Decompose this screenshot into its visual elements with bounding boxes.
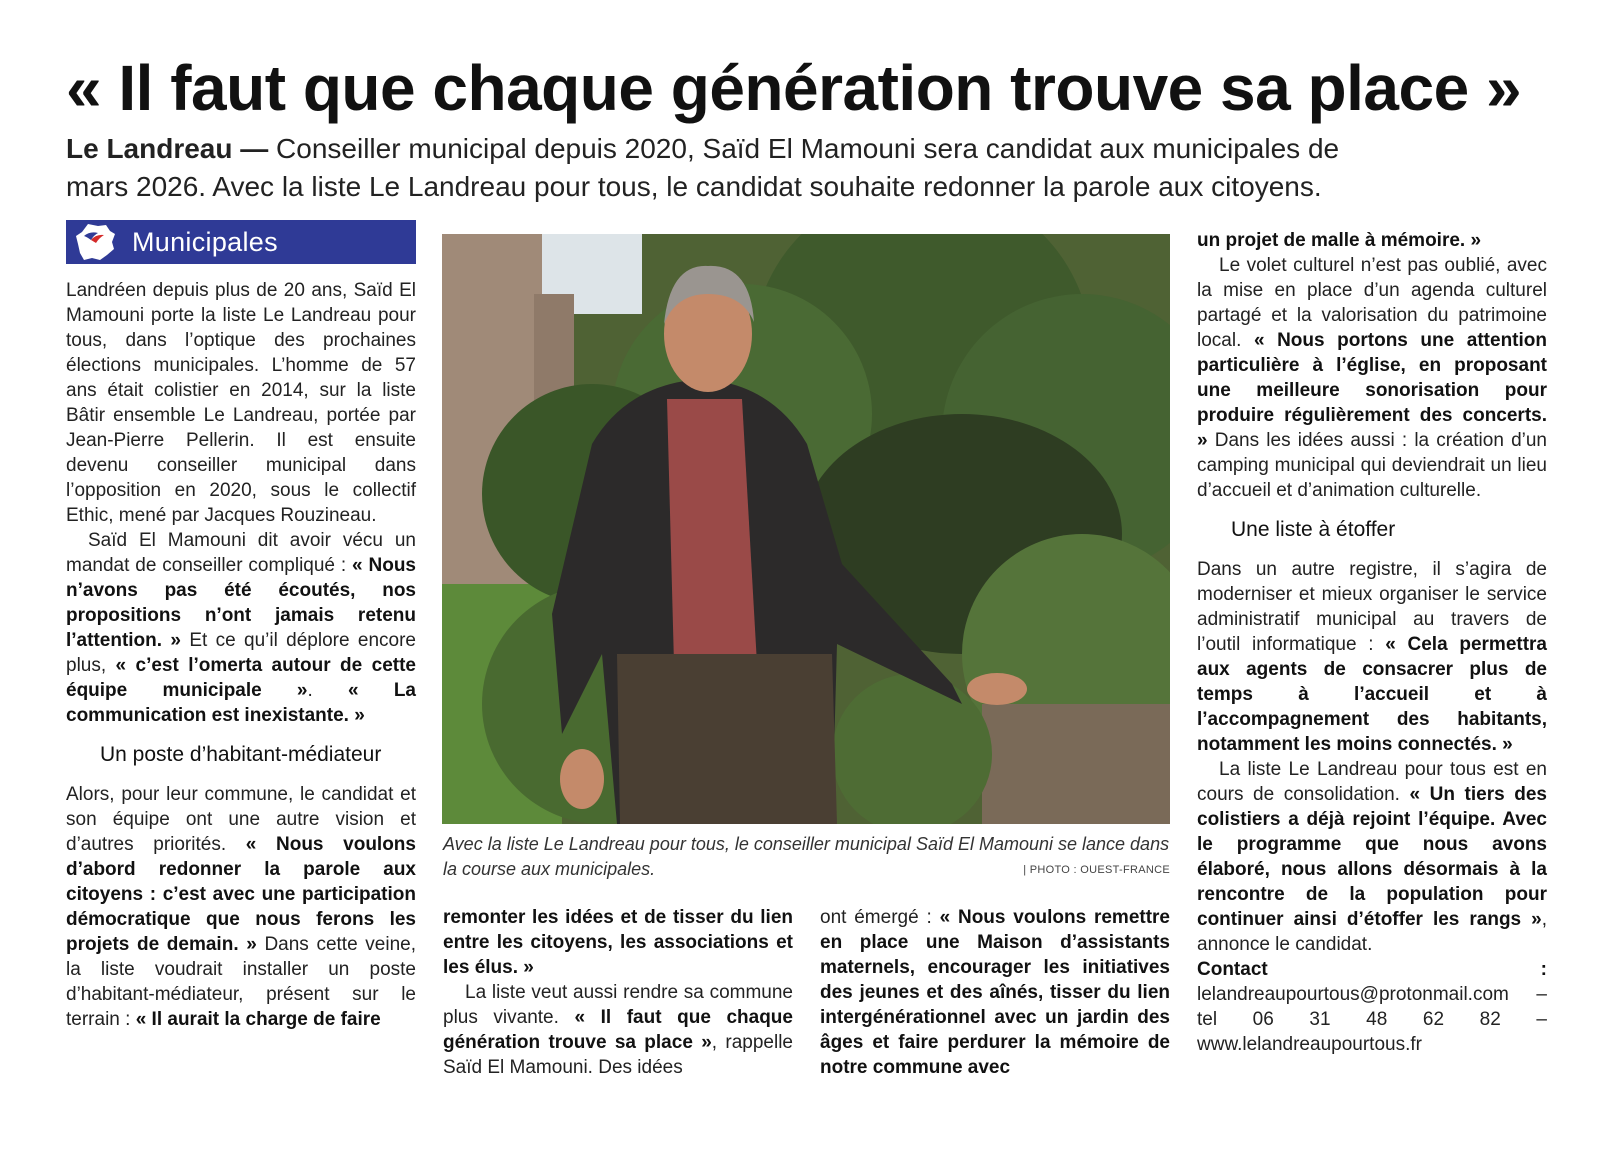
rubric-banner [66, 220, 416, 264]
photo-caption: Avec la liste Le Landreau pour tous, le conseiller municipal Saïd El Mamouni se lance dans la course aux municipales. [443, 834, 1170, 879]
column-1 [66, 220, 416, 1032]
paragraph: Dans un autre registre, il s’agira de moderniser et mieux organiser le service administratif municipal au travers de l’outil informatique : « Cela permettra aux agents de consacrer plus de temps à l’accueil et à l’accompagnement des habitants, notamment les moins connectés. » [1197, 559, 1548, 755]
paragraph: Landréen depuis plus de 20 ans, Saïd El Mamouni porte la liste Le Landreau pour tous, dans l’optique des prochaines élections municipales. L’homme de 57 ans était colistier en 2014, sur la liste Bâtir ensemble Le Landreau, portée par Jean-Pierre Pellerin. Il est ensuite devenu conseiller municipal dans l’opposition en 2020, sous le collectif Ethic, mené par Jacques Rouzineau. [66, 280, 416, 526]
subheading: Une liste à étoffer [1231, 518, 1396, 541]
column-4 [1197, 228, 1547, 1057]
subheading: Un poste d’habitant-médiateur [100, 743, 382, 766]
paragraph: Le volet culturel n’est pas oublié, avec la mise en place d’un agenda culturel partagé et la valorisation du patrimoine local. « Nous portons une attention particulière à l’église, en proposant une meilleure sonorisation pour produire régulièrement des concerts. » Dans les idées aussi : la création d’un camping municipal qui deviendrait un lieu d’accueil et d’animation culturelle. [1197, 255, 1547, 501]
photo-credit: | PHOTO : OUEST-FRANCE [1023, 864, 1170, 876]
contact-info: Contact : lelandreaupourtous@protonmail.com – tel 06 31 48 62 82 – www.lelandreaupourtous.fr [1197, 959, 1547, 1055]
standfirst-text: Conseiller municipal depuis 2020, Saïd El Mamouni sera candidat aux municipales de mars 2026. Avec la liste Le Landreau pour tous, le candidat souhaite redonner la parole aux citoyens. [66, 133, 1340, 202]
paragraph: remonter les idées et de tisser du lien entre les citoyens, les associations et les élus. » [443, 907, 793, 978]
standfirst [66, 130, 1396, 206]
dateline: Le Landreau — [66, 133, 269, 164]
column-3 [820, 905, 1170, 1080]
paragraph: ont émergé : « Nous voulons remettre en place une Maison d’assistants maternels, encourager les initiatives des jeunes et des aînés, tisser du lien intergénérationnel avec un jardin des âges et faire perdurer la mémoire de notre commune avec [820, 907, 1171, 1078]
france-map-icon [74, 222, 118, 262]
column-2 [443, 905, 793, 1080]
headline: « Il faut que chaque génération trouve sa place » [66, 52, 1522, 124]
rubric-title: Municipales [132, 226, 278, 257]
paragraph: Alors, pour leur commune, le candidat et son équipe ont une autre vision et d’autres priorités. « Nous voulons d’abord redonner la parole aux citoyens : c’est avec une participation démocratique que nous ferons les projets de demain. » Dans cette veine, la liste voudrait installer un poste d’habitant-médiateur, présent sur le terrain : « Il aurait la charge de faire [66, 784, 416, 1030]
photo-illustration [442, 234, 1170, 824]
paragraph: La liste Le Landreau pour tous est en cours de consolidation. « Un tiers des colistiers a déjà rejoint l’équipe. Avec le programme que nous avons élaboré, nous allons désormais à la rencontre de la population pour continuer ainsi d’étoffer les rangs », annonce le candidat. [1197, 759, 1548, 955]
article-photo [442, 234, 1170, 824]
paragraph: Saïd El Mamouni dit avoir vécu un mandat de conseiller compliqué : « Nous n’avons pas été écoutés, nos propositions n’ont jamais retenu l’attention. » Et ce qu’il déplore encore plus, « c’est l’omerta autour de cette équipe municipale ». « La communication est inexistante. » [66, 530, 416, 726]
paragraph: un projet de malle à mémoire. » [1197, 230, 1482, 251]
paragraph: La liste veut aussi rendre sa commune plus vivante. « Il faut que chaque génération trouve sa place », rappelle Saïd El Mamouni. Des idées [443, 982, 793, 1078]
